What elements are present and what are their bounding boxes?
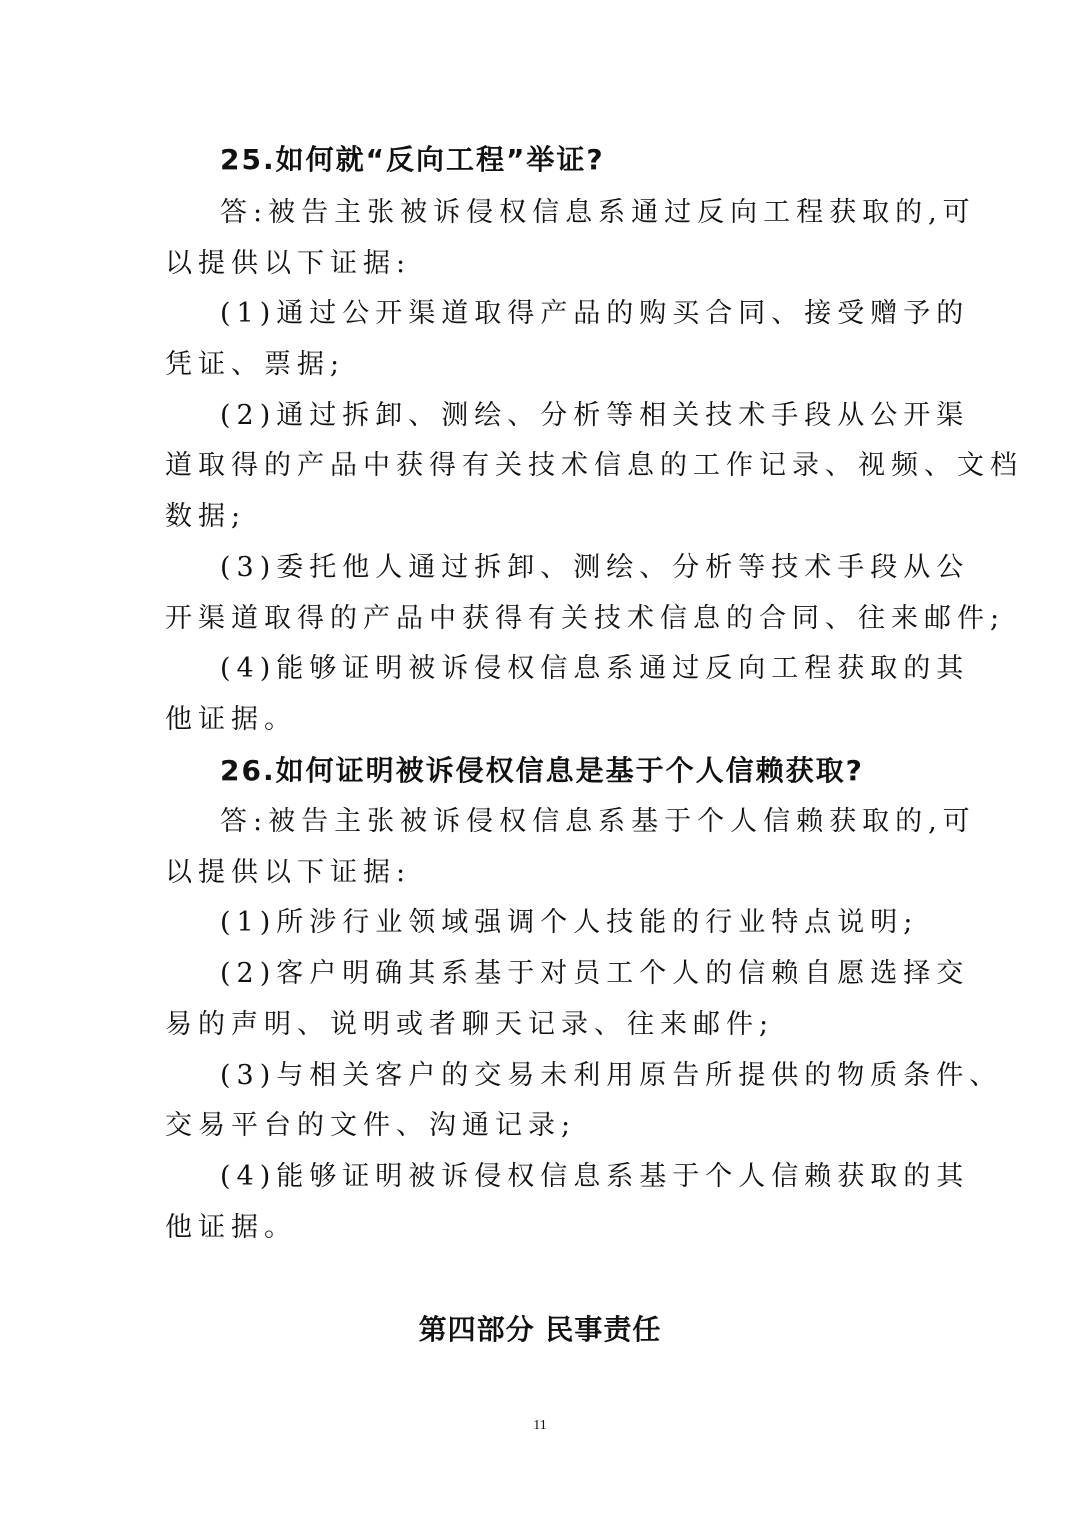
section-25-item-1-line-2: 凭证、票据; — [165, 349, 346, 380]
section-26-answer-line-1: 答:被告主张被诉侵权信息系基于个人信赖获取的,可 — [220, 806, 976, 837]
page-number: 11 — [533, 1418, 547, 1433]
section-26-item-4-line-2: 他证据。 — [165, 1212, 297, 1243]
section-25-heading: 25.如何就“反向工程”举证? — [220, 143, 605, 176]
section-25-item-2-line-2: 道取得的产品中获得有关技术信息的工作记录、视频、文档 — [165, 450, 1023, 481]
section-25-answer-line-2: 以提供以下证据: — [165, 248, 412, 279]
section-26-item-2-line-2: 易的声明、说明或者聊天记录、往来邮件; — [165, 1009, 775, 1040]
section-25-item-4-line-1: (4)能够证明被诉侵权信息系通过反向工程获取的其 — [220, 653, 970, 684]
section-25-item-3-line-1: (3)委托他人通过拆卸、测绘、分析等技术手段从公 — [220, 552, 970, 583]
section-26-item-4-line-1: (4)能够证明被诉侵权信息系基于个人信赖获取的其 — [220, 1161, 970, 1192]
section-25-item-4-line-2: 他证据。 — [165, 704, 297, 735]
section-26-answer-line-2: 以提供以下证据: — [165, 857, 412, 888]
section-25-item-1-line-1: (1)通过公开渠道取得产品的购买合同、接受赠予的 — [220, 298, 970, 329]
part-title: 第四部分 民事责任 — [418, 1313, 662, 1346]
section-26-heading: 26.如何证明被诉侵权信息是基于个人信赖获取? — [220, 754, 864, 787]
section-26-item-3-line-2: 交易平台的文件、沟通记录; — [165, 1110, 577, 1141]
section-25-item-2-line-1: (2)通过拆卸、测绘、分析等相关技术手段从公开渠 — [220, 400, 970, 431]
section-25-item-3-line-2: 开渠道取得的产品中获得有关技术信息的合同、往来邮件; — [165, 603, 1006, 634]
section-26-item-2-line-1: (2)客户明确其系基于对员工个人的信赖自愿选择交 — [220, 958, 970, 989]
section-26-item-1-line-1: (1)所涉行业领域强调个人技能的行业特点说明; — [220, 907, 919, 938]
section-25-answer-line-1: 答:被告主张被诉侵权信息系通过反向工程获取的,可 — [220, 197, 976, 228]
section-25-item-2-line-3: 数据; — [165, 501, 247, 532]
section-26-item-3-line-1: (3)与相关客户的交易未利用原告所提供的物质条件、 — [220, 1060, 1003, 1091]
